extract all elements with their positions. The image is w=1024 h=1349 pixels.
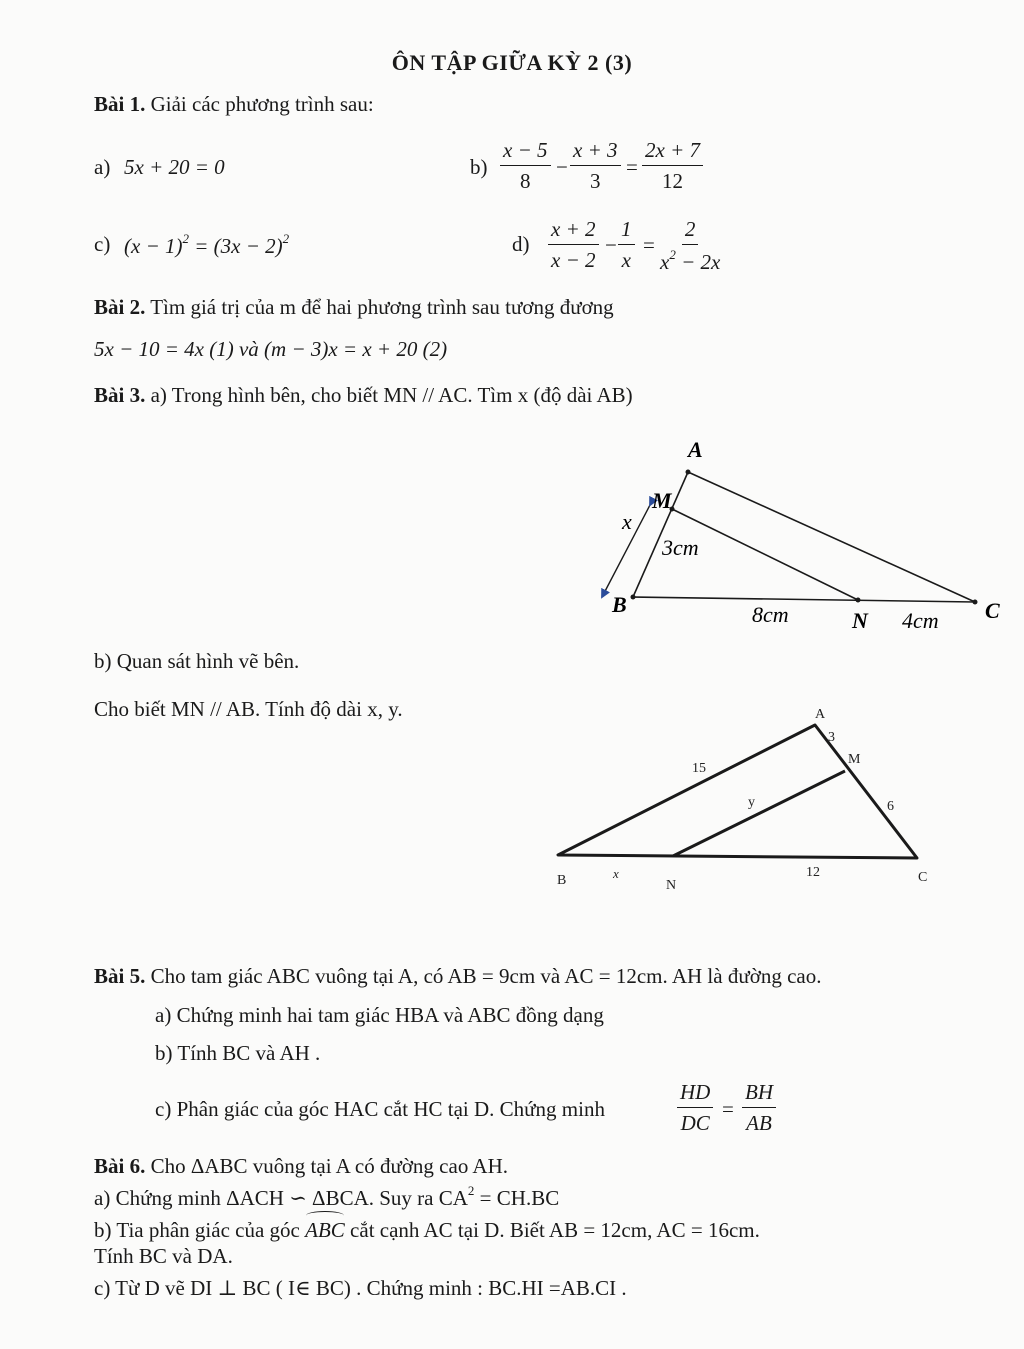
- bai5-c: c) Phân giác của góc HAC cắt HC tại D. Chứng minh: [155, 1097, 605, 1121]
- bai5-c-fraction-2: [742, 1082, 776, 1134]
- triangle-ABC: [558, 725, 917, 858]
- fraction-denominator: DC: [680, 1111, 710, 1135]
- label-A: A: [815, 707, 826, 722]
- bai3-text-b2: Cho biết MN // AB. Tính độ dài x, y.: [94, 697, 403, 721]
- label-N: N: [852, 608, 868, 633]
- bai6-heading: [94, 1156, 508, 1177]
- bai1-label: Bài 1.: [94, 92, 146, 116]
- fraction-denominator: 8: [520, 169, 531, 193]
- bai1-a-equation: 5x + 20 = 0: [124, 155, 225, 179]
- bai1-d-fraction-3: [660, 219, 720, 273]
- bai2-label: Bài 2.: [94, 295, 146, 319]
- fraction-numerator: x − 5: [500, 140, 551, 166]
- fraction-numerator: BH: [742, 1082, 776, 1108]
- bai5-c-fraction-1: [677, 1082, 713, 1134]
- label-M: M: [652, 488, 672, 513]
- exponent: 2: [282, 231, 290, 246]
- bai1-b-fraction-1: [500, 140, 551, 192]
- bai1-intro: Giải các phương trình sau:: [150, 92, 374, 116]
- fraction-denominator: 12: [662, 169, 683, 193]
- bai6-b2: Tính BC và DA.: [94, 1244, 233, 1268]
- fraction-denominator: x: [621, 248, 631, 272]
- bai5-label: Bài 5.: [94, 964, 146, 988]
- label-NC-length: 12: [806, 865, 820, 880]
- bai3-heading: [94, 385, 633, 406]
- segment-MN: [672, 509, 858, 600]
- label-AM-length: 3: [828, 730, 835, 745]
- label-MN-length: 3cm: [662, 535, 699, 560]
- label-NC-length: 4cm: [902, 608, 939, 633]
- bai6-c: c) Từ D vẽ DI ⊥ BC ( I∈ BC) . Chứng minh : BC.HI =AB.CI .: [94, 1276, 627, 1300]
- fraction-denominator: AB: [746, 1111, 772, 1135]
- bai3-figure-1: [590, 435, 1020, 640]
- side-BC: [633, 597, 975, 602]
- bai1-b-label: b): [470, 155, 488, 179]
- label-y: y: [748, 795, 755, 810]
- fraction-numerator: x + 2: [548, 219, 599, 245]
- exponent: 2: [467, 1183, 475, 1198]
- bai5-b: b) Tính BC và AH .: [155, 1041, 321, 1065]
- bai1-c-label: c): [94, 232, 111, 256]
- bai2-heading: [94, 297, 614, 318]
- bai5-heading: [94, 966, 821, 987]
- label-M: M: [848, 752, 861, 767]
- bai1-a-label: a): [94, 155, 111, 179]
- fraction-denominator: x − 2: [551, 248, 596, 272]
- bai2-text: Tìm giá trị của m để hai phương trình sau tương đương: [150, 295, 614, 319]
- fraction-numerator: 1: [618, 219, 635, 245]
- label-x: x: [622, 509, 632, 534]
- bai1-c-lhs: (x − 1): [124, 234, 183, 258]
- label-N: N: [666, 878, 677, 893]
- fraction-numerator: HD: [677, 1082, 713, 1108]
- page-title: ÔN TẬP GIỮA KỲ 2 (3): [391, 50, 633, 75]
- fraction-numerator: 2x + 7: [642, 140, 703, 166]
- bai5-a: a) Chứng minh hai tam giác HBA và ABC đồng dạng: [155, 1003, 604, 1027]
- bai1-heading: [94, 94, 374, 115]
- bai3-label: Bài 3.: [94, 383, 146, 407]
- bai6-label: Bài 6.: [94, 1154, 146, 1178]
- label-B: B: [557, 873, 567, 888]
- fraction-denominator: 3: [590, 169, 601, 193]
- bai1-d-fraction-1: [548, 219, 599, 271]
- label-AB-length: 15: [692, 761, 706, 776]
- label-A: A: [688, 437, 703, 462]
- bai1-d-fraction-2: [618, 219, 635, 271]
- bai3-figure-2: [545, 700, 945, 895]
- fraction-denominator: $x^2 - 2x$: [660, 247, 721, 274]
- bai3-text-b1: b) Quan sát hình vẽ bên.: [94, 649, 300, 673]
- bai6-text: Cho ΔABC vuông tại A có đường cao AH.: [150, 1154, 508, 1178]
- bai6-b: b) Tia phân giác của góc ABC cắt cạnh AC tại D. Biết AB = 12cm, AC = 16cm.: [94, 1218, 760, 1242]
- bai6-a: a) Chứng minh ΔACH ∽ ΔBCA. Suy ra $CA^2 = CH.BC$: [94, 1183, 560, 1210]
- label-BN-length: 8cm: [752, 602, 789, 627]
- exponent: 2: [182, 231, 189, 246]
- bai3-text-a: a) Trong hình bên, cho biết MN // AC. Tìm x (độ dài AB): [150, 383, 633, 407]
- angle-ABC: ABC: [305, 1218, 345, 1242]
- bai1-b-fraction-3: [642, 140, 703, 192]
- label-B: B: [612, 592, 627, 617]
- bai2-equations: 5x − 10 = 4x (1) và (m − 3)x = x + 20 (2): [94, 337, 448, 361]
- fraction-numerator: 2: [682, 219, 699, 245]
- bai1-b-fraction-2: [570, 140, 621, 192]
- bai5-text: Cho tam giác ABC vuông tại A, có AB = 9cm và AC = 12cm. AH là đường cao.: [150, 964, 822, 988]
- label-x: x: [613, 866, 619, 881]
- fraction-numerator: x + 3: [570, 140, 621, 166]
- label-C: C: [985, 598, 1000, 623]
- bai1-d-label: d): [512, 232, 530, 256]
- bai1-c-equation: $(x - 1)^2 = (3x - 2)^2$: [124, 231, 290, 258]
- bai1-c-rhs: (3x − 2): [213, 234, 283, 258]
- label-MC-length: 6: [887, 799, 894, 814]
- label-C: C: [918, 870, 928, 885]
